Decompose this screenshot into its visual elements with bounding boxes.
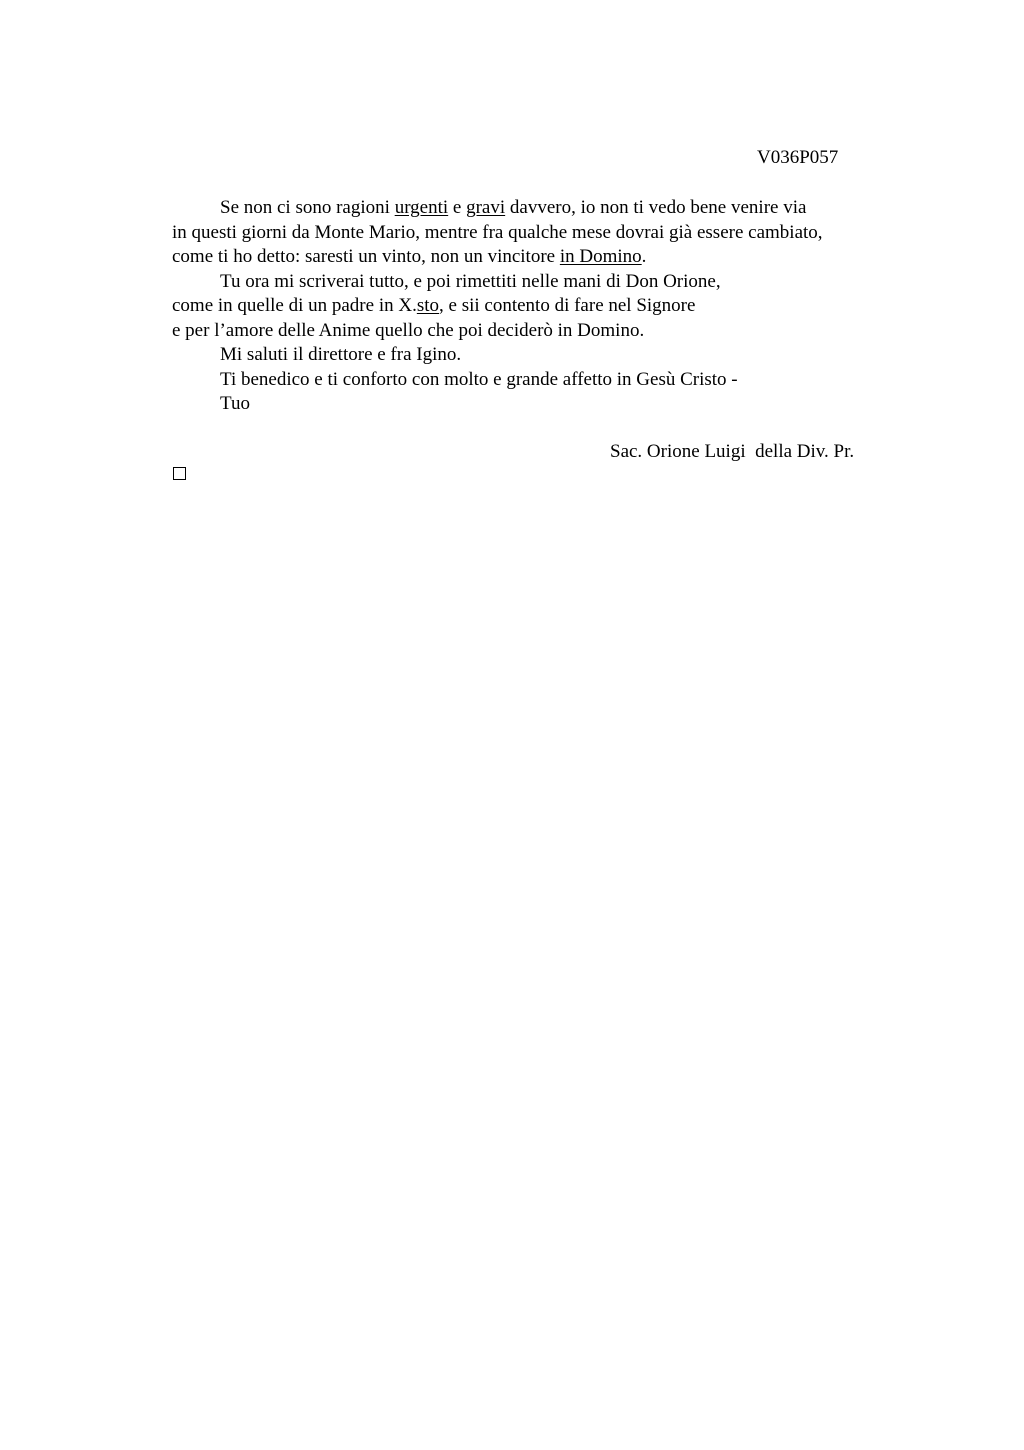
signature: Sac. Orione Luigi della Div. Pr.	[610, 441, 855, 462]
paragraph-3: Mi saluti il direttore e fra Igino.	[220, 344, 462, 365]
paragraph-1-line-2: in questi giorni da Monte Mario, mentre fra qualche mese dovrai già essere cambiato,	[172, 221, 823, 243]
text-segment: e	[448, 197, 467, 218]
underlined-word-gravi: gravi	[466, 197, 506, 218]
document-reference: V036P057	[757, 147, 839, 168]
paragraph-1-line-1	[172, 196, 892, 221]
text-segment: , e sii contento di fare nel Signore	[439, 295, 696, 316]
text-segment: come in quelle di un padre in X.	[172, 295, 417, 316]
paragraph-2-line-2	[172, 294, 892, 319]
underlined-abbrev-sto: sto	[416, 295, 440, 316]
checkbox-square-icon	[173, 467, 186, 480]
letter-body	[172, 196, 892, 417]
underlined-word-urgenti: urgenti	[394, 197, 449, 218]
closing: Tuo	[220, 393, 250, 414]
text-segment: Se non ci sono ragioni	[220, 197, 395, 218]
text-segment: come ti ho detto: saresti un vinto, non un vincitore	[172, 246, 560, 267]
paragraph-4: Ti benedico e ti conforto con molto e grande affetto in Gesù Cristo -	[220, 368, 738, 390]
text-segment: .	[641, 246, 647, 267]
text-segment: davvero, io non ti vedo bene venire via	[505, 197, 807, 218]
paragraph-2-line-1: Tu ora mi scriverai tutto, e poi rimettiti nelle mani di Don Orione,	[220, 270, 721, 292]
underlined-phrase-in-domino: in Domino	[559, 246, 642, 267]
paragraph-2-line-3: e per l’amore delle Anime quello che poi deciderò in Domino.	[172, 319, 645, 341]
paragraph-1-line-3	[172, 245, 892, 270]
